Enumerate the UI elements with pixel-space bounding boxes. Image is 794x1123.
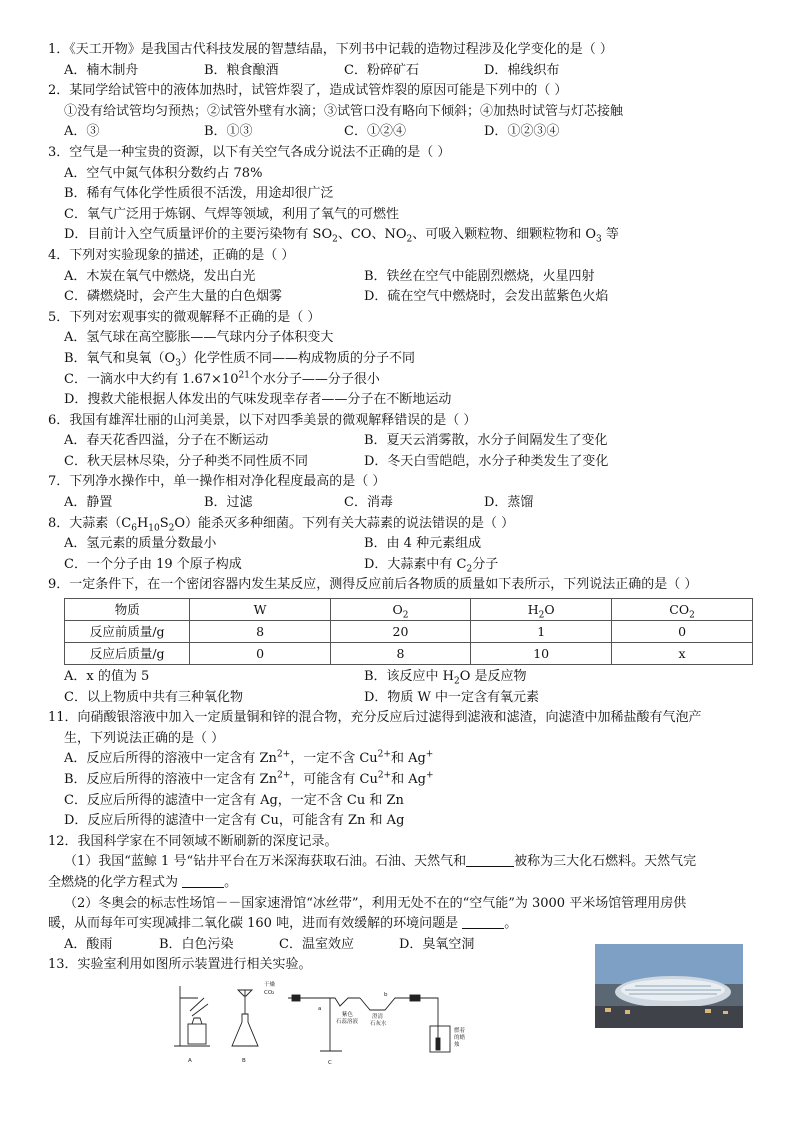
option-c-text-2: 个水分子——分子很小 <box>249 371 380 387</box>
option-b[interactable]: B．①③ <box>204 124 253 140</box>
stem-text-1: 8．大蒜素（C <box>48 515 132 531</box>
question-6-options-row-2 <box>48 452 753 473</box>
subscript-10: 10 <box>148 523 160 534</box>
option-c-text-1: C．一滴水中大约有 1.67×10 <box>64 371 239 387</box>
superscript-2-plus: 2+ <box>276 750 291 761</box>
option-a[interactable]: A．氢气球在高空膨胀——气球内分子体积变大 <box>64 330 334 346</box>
question-3 <box>48 143 753 246</box>
option-b[interactable]: B．夏天云消雾散，水分子间隔发生了变化 <box>364 433 608 449</box>
question-8-options-row-1 <box>48 534 753 555</box>
option-c[interactable]: C．反应后所得的滤渣中一定含有 Ag，一定不含 Cu 和 Zn <box>64 792 404 808</box>
option-b-text-2: ，可能含有 Cu <box>290 772 378 787</box>
question-7-stem: 7．下列净水操作中，单一操作相对净化程度最高的是（ ） <box>48 474 386 490</box>
subscript-2: 2 <box>538 610 545 621</box>
option-d-text-1: D．大蒜素中有 C <box>364 556 467 572</box>
label-dry: 干燥 <box>264 982 276 988</box>
question-5 <box>48 308 753 411</box>
question-11-stem-line-1: 11．向硝酸银溶液中加入一定质量铜和锌的混合物，充分反应后过滤得到滤液和滤渣，向滤渣中加稀盐酸有气泡产 <box>48 710 702 726</box>
option-c[interactable]: C．磷燃烧时，会产生大量的白色烟雾 <box>64 289 282 305</box>
option-a[interactable]: A．x 的值为 5 <box>64 669 150 685</box>
table-header-cell: 物质 <box>65 599 190 621</box>
option-a[interactable]: A．木炭在氧气中燃烧，发出白光 <box>64 268 256 284</box>
superscript-21: 21 <box>238 370 250 381</box>
mass-table <box>64 598 753 665</box>
option-d[interactable]: D．物质 W 中一定含有氧元素 <box>364 689 540 705</box>
formula-o-tail: O <box>544 601 555 617</box>
question-9 <box>48 575 753 708</box>
question-12-part-2-continued <box>48 914 753 935</box>
experiment-apparatus-diagram <box>170 976 480 1074</box>
option-d-text-2: 、CO、NO <box>337 227 407 243</box>
option-a[interactable]: A．春天花香四溢，分子在不断运动 <box>64 433 269 449</box>
question-5-stem: 5．下列对宏观事实的微观解释不正确的是（ ） <box>48 309 321 325</box>
answer-blank[interactable] <box>462 914 504 929</box>
subscript-2: 2 <box>168 523 175 534</box>
question-3-stem: 3．空气是一种宝贵的资源，以下有关空气各成分说法不正确的是（ ） <box>48 144 451 160</box>
label-candle-1: 的蜡 <box>454 1035 466 1041</box>
option-b[interactable] <box>48 349 753 370</box>
option-a-text-2: ，一定不含 Cu <box>290 751 378 767</box>
question-6-options-row-1 <box>48 431 753 452</box>
option-d[interactable]: D．臭氧空洞 <box>399 936 475 952</box>
option-a[interactable]: A．空气中氮气体积分数约占 78% <box>64 165 263 181</box>
question-4-options-row-2 <box>48 287 753 308</box>
label-b-small: b <box>384 992 388 998</box>
table-cell: 0 <box>190 643 330 665</box>
label-c: C <box>328 1060 332 1066</box>
question-13-stem: 13．实验室利用如图所示装置进行相关实验。 <box>48 957 312 973</box>
superscript-2-plus: 2+ <box>377 770 392 781</box>
option-d[interactable]: D．硫在空气中燃烧时，会发出蓝紫色火焰 <box>364 289 609 305</box>
subscript-2: 2 <box>689 610 695 621</box>
subscript-2: 2 <box>466 564 473 575</box>
question-2 <box>48 81 753 143</box>
option-c[interactable]: C．①②④ <box>344 124 406 140</box>
option-b-text-1: B．该反应中 H <box>364 669 455 685</box>
table-cell: 8 <box>190 621 330 643</box>
option-c[interactable]: C．秋天层林尽染，分子种类不同性质不同 <box>64 453 308 469</box>
question-4-stem: 4．下列对实验现象的描述，正确的是（ ） <box>48 247 295 263</box>
question-1-stem: 1．《天工开物》是我国古代科技发展的智慧结晶，下列书中记载的造物过程涉及化学变化的是（ ） <box>48 42 613 57</box>
option-d[interactable] <box>364 555 664 576</box>
option-b-text-1: B．反应后所得的溶液中一定含有 Zn <box>64 772 278 787</box>
label-co2: CO₂ <box>264 990 275 996</box>
exam-page <box>48 40 753 976</box>
option-d-text-2: 分子 <box>472 556 499 572</box>
formula-o: O <box>392 601 403 617</box>
option-b[interactable]: B．由 4 种元素组成 <box>364 536 482 552</box>
option-a[interactable]: A．酸雨 <box>64 936 113 952</box>
option-d[interactable]: D．搜救犬能根据人体发出的气味发现幸存者——分子在不断地运动 <box>64 392 452 408</box>
question-12-options <box>48 935 584 956</box>
option-b-text-3: 和 Ag <box>391 772 426 787</box>
question-6-stem: 6．我国有雄浑壮丽的山河美景，以下对四季美景的微观解释错误的是（ ） <box>48 412 477 428</box>
table-header-cell: W <box>190 599 330 621</box>
question-9-options-row-1 <box>48 667 753 688</box>
table-row <box>65 621 753 643</box>
option-d[interactable]: D．反应后所得的滤渣中一定含有 Cu，可能含有 Zn 和 Ag <box>64 813 405 829</box>
question-7-options <box>48 493 753 514</box>
question-2-detail: ①没有给试管均匀预热；②试管外壁有水滴；③试管口没有略向下倾斜；④加热时试管与灯芯接触 <box>64 103 624 119</box>
speed-skating-oval-photo <box>595 944 743 1028</box>
question-12-stem: 12．我国科学家在不同领域不断刷新的深度记录。 <box>48 833 338 849</box>
option-b[interactable]: B．铁丝在空气中能剧烈燃烧，火星四射 <box>364 268 595 284</box>
stem-text-4: O）能杀灭多种细菌。下列有关大蒜素的说法错误的是（ ） <box>174 515 515 531</box>
option-d[interactable]: D．冬天白雪皑皑，水分子种类发生了变化 <box>364 453 609 469</box>
table-header-cell <box>471 599 612 621</box>
table-cell: 反应前质量/g <box>65 621 190 643</box>
option-b[interactable] <box>48 770 753 791</box>
part-1-text-4: 。 <box>224 874 238 890</box>
question-7 <box>48 472 753 513</box>
question-1 <box>48 40 753 81</box>
part-1-text-1: （1）我国“蓝鲸 1 号“钻井平台在万米深海获取石油。石油、天然气和 <box>64 854 467 870</box>
option-a[interactable]: A．氢元素的质量分数最小 <box>64 536 217 552</box>
part-2-text-2: 暖，从而每年可实现减排二氧化碳 160 吨，进而有效缓解的环境问题是 <box>48 916 463 932</box>
table-cell: 10 <box>471 643 612 665</box>
subscript-6: 6 <box>131 523 137 534</box>
stem-text-3: S <box>159 515 169 531</box>
option-b-text-2: O 是反应物 <box>459 669 527 685</box>
superscript-2-plus: 2+ <box>377 750 391 761</box>
question-12 <box>48 832 753 956</box>
option-a[interactable] <box>48 749 753 770</box>
label-litmus: 石蕊溶液 <box>336 1019 359 1025</box>
subscript-2: 2 <box>332 234 338 245</box>
question-9-options-row-2 <box>48 688 753 709</box>
part-1-text-3: 全燃烧的化学方程式为 <box>48 874 183 890</box>
superscript-plus: + <box>425 750 434 761</box>
subscript-2: 2 <box>454 676 460 687</box>
question-8-stem <box>48 514 753 535</box>
option-d[interactable]: D．①②③④ <box>484 124 560 140</box>
label-clear: 澄清 <box>372 1014 384 1020</box>
part-2-text-3: 。 <box>504 916 518 932</box>
question-2-stem: 2．某同学给试管中的液体加热时，试管炸裂了，造成试管炸裂的原因可能是下列中的（ ） <box>48 83 568 99</box>
label-b: B <box>242 1058 246 1064</box>
question-2-options <box>48 122 753 143</box>
table-cell: 20 <box>330 621 470 643</box>
option-b[interactable]: B．过滤 <box>204 495 253 511</box>
table-cell: x <box>612 643 753 665</box>
formula-h: H <box>527 601 539 617</box>
option-b[interactable]: B．白色污染 <box>159 936 234 952</box>
table-row <box>65 643 753 665</box>
option-d[interactable]: D．棉线织布 <box>484 62 560 78</box>
table-header-row <box>65 599 753 621</box>
table-cell: 1 <box>471 621 612 643</box>
option-a-text-3: 和 Ag <box>390 751 426 767</box>
formula-co: CO <box>669 601 690 617</box>
option-d[interactable]: D．蒸馏 <box>484 495 534 511</box>
label-purple: 紫色 <box>342 1012 354 1018</box>
stadium-image <box>595 944 743 1028</box>
superscript-2-plus: 2+ <box>277 770 291 781</box>
subscript-2: 2 <box>402 610 409 621</box>
question-1-options <box>48 61 753 82</box>
stem-text-2: H <box>136 515 149 531</box>
option-b-text-2: ）化学性质不同——构成物质的分子不同 <box>180 350 415 366</box>
option-c[interactable]: C．粉碎矿石 <box>344 62 419 78</box>
option-a[interactable]: A．楠木制舟 <box>64 62 139 78</box>
option-c[interactable]: C．氧气广泛用于炼钢、气焊等领域，利用了氧气的可燃性 <box>64 206 399 222</box>
table-cell: 8 <box>330 643 470 665</box>
option-d-text-4: 等 <box>601 227 619 243</box>
question-6 <box>48 411 753 473</box>
table-cell: 0 <box>612 621 753 643</box>
option-b[interactable] <box>364 667 664 688</box>
superscript-plus: + <box>425 770 434 781</box>
question-12-part-2: （2）冬奥会的标志性场馆－－国家速滑馆“冰丝带”，利用无处不在的“空气能”为 3000 平米场馆管理用房供 <box>64 895 687 911</box>
question-8-options-row-2 <box>48 555 753 576</box>
question-12-part-1-continued <box>48 873 753 894</box>
question-12-part-1 <box>48 852 753 873</box>
label-a: A <box>188 1058 192 1064</box>
option-a[interactable]: A．③ <box>64 124 100 140</box>
table-header-cell <box>612 599 753 621</box>
option-d-text-3: 、可吸入颗粒物、细颗粒物和 O <box>412 227 597 243</box>
option-b-text-1: B．氧气和臭氧（O <box>64 350 176 366</box>
table-cell: 反应后质量/g <box>65 643 190 665</box>
question-4-options-row-1 <box>48 267 753 288</box>
label-limewater: 石灰水 <box>370 1021 387 1027</box>
option-a-text-1: A．反应后所得的溶液中一定含有 Zn <box>64 751 277 767</box>
question-8 <box>48 514 753 576</box>
label-burning: 燃着 <box>454 1028 466 1034</box>
option-c[interactable]: C．以上物质中共有三种氧化物 <box>64 689 243 705</box>
question-11 <box>48 708 753 832</box>
option-d-text-1: D．目前计入空气质量评价的主要污染物有 SO <box>64 227 333 243</box>
option-d[interactable] <box>48 225 753 246</box>
option-a[interactable]: A．静置 <box>64 495 113 511</box>
label-candle-2: 烛 <box>454 1042 460 1048</box>
answer-blank[interactable] <box>182 873 224 888</box>
table-header-cell <box>330 599 470 621</box>
answer-blank[interactable] <box>466 852 514 867</box>
subscript-3: 3 <box>596 234 602 245</box>
option-c[interactable] <box>48 370 753 391</box>
option-b[interactable]: B．稀有气体化学性质很不活泼，用途却很广泛 <box>64 186 334 202</box>
subscript-2: 2 <box>406 234 413 245</box>
subscript-3: 3 <box>175 358 181 369</box>
question-9-stem: 9．一定条件下，在一个密闭容器内发生某反应，测得反应前后各物质的质量如下表所示，下列说法正确的是（ ） <box>48 577 698 593</box>
option-c[interactable]: C．消毒 <box>344 495 393 511</box>
option-c[interactable]: C．温室效应 <box>279 936 354 952</box>
part-1-text-2: 被称为三大化石燃料。天然气完 <box>514 854 697 870</box>
option-c[interactable]: C．一个分子由 19 个原子构成 <box>64 556 242 572</box>
question-4 <box>48 246 753 308</box>
question-11-stem-line-2: 生，下列说法正确的是（ ） <box>64 730 225 746</box>
option-b[interactable]: B．粮食酿酒 <box>204 62 279 78</box>
label-a-small: a <box>318 1006 322 1012</box>
